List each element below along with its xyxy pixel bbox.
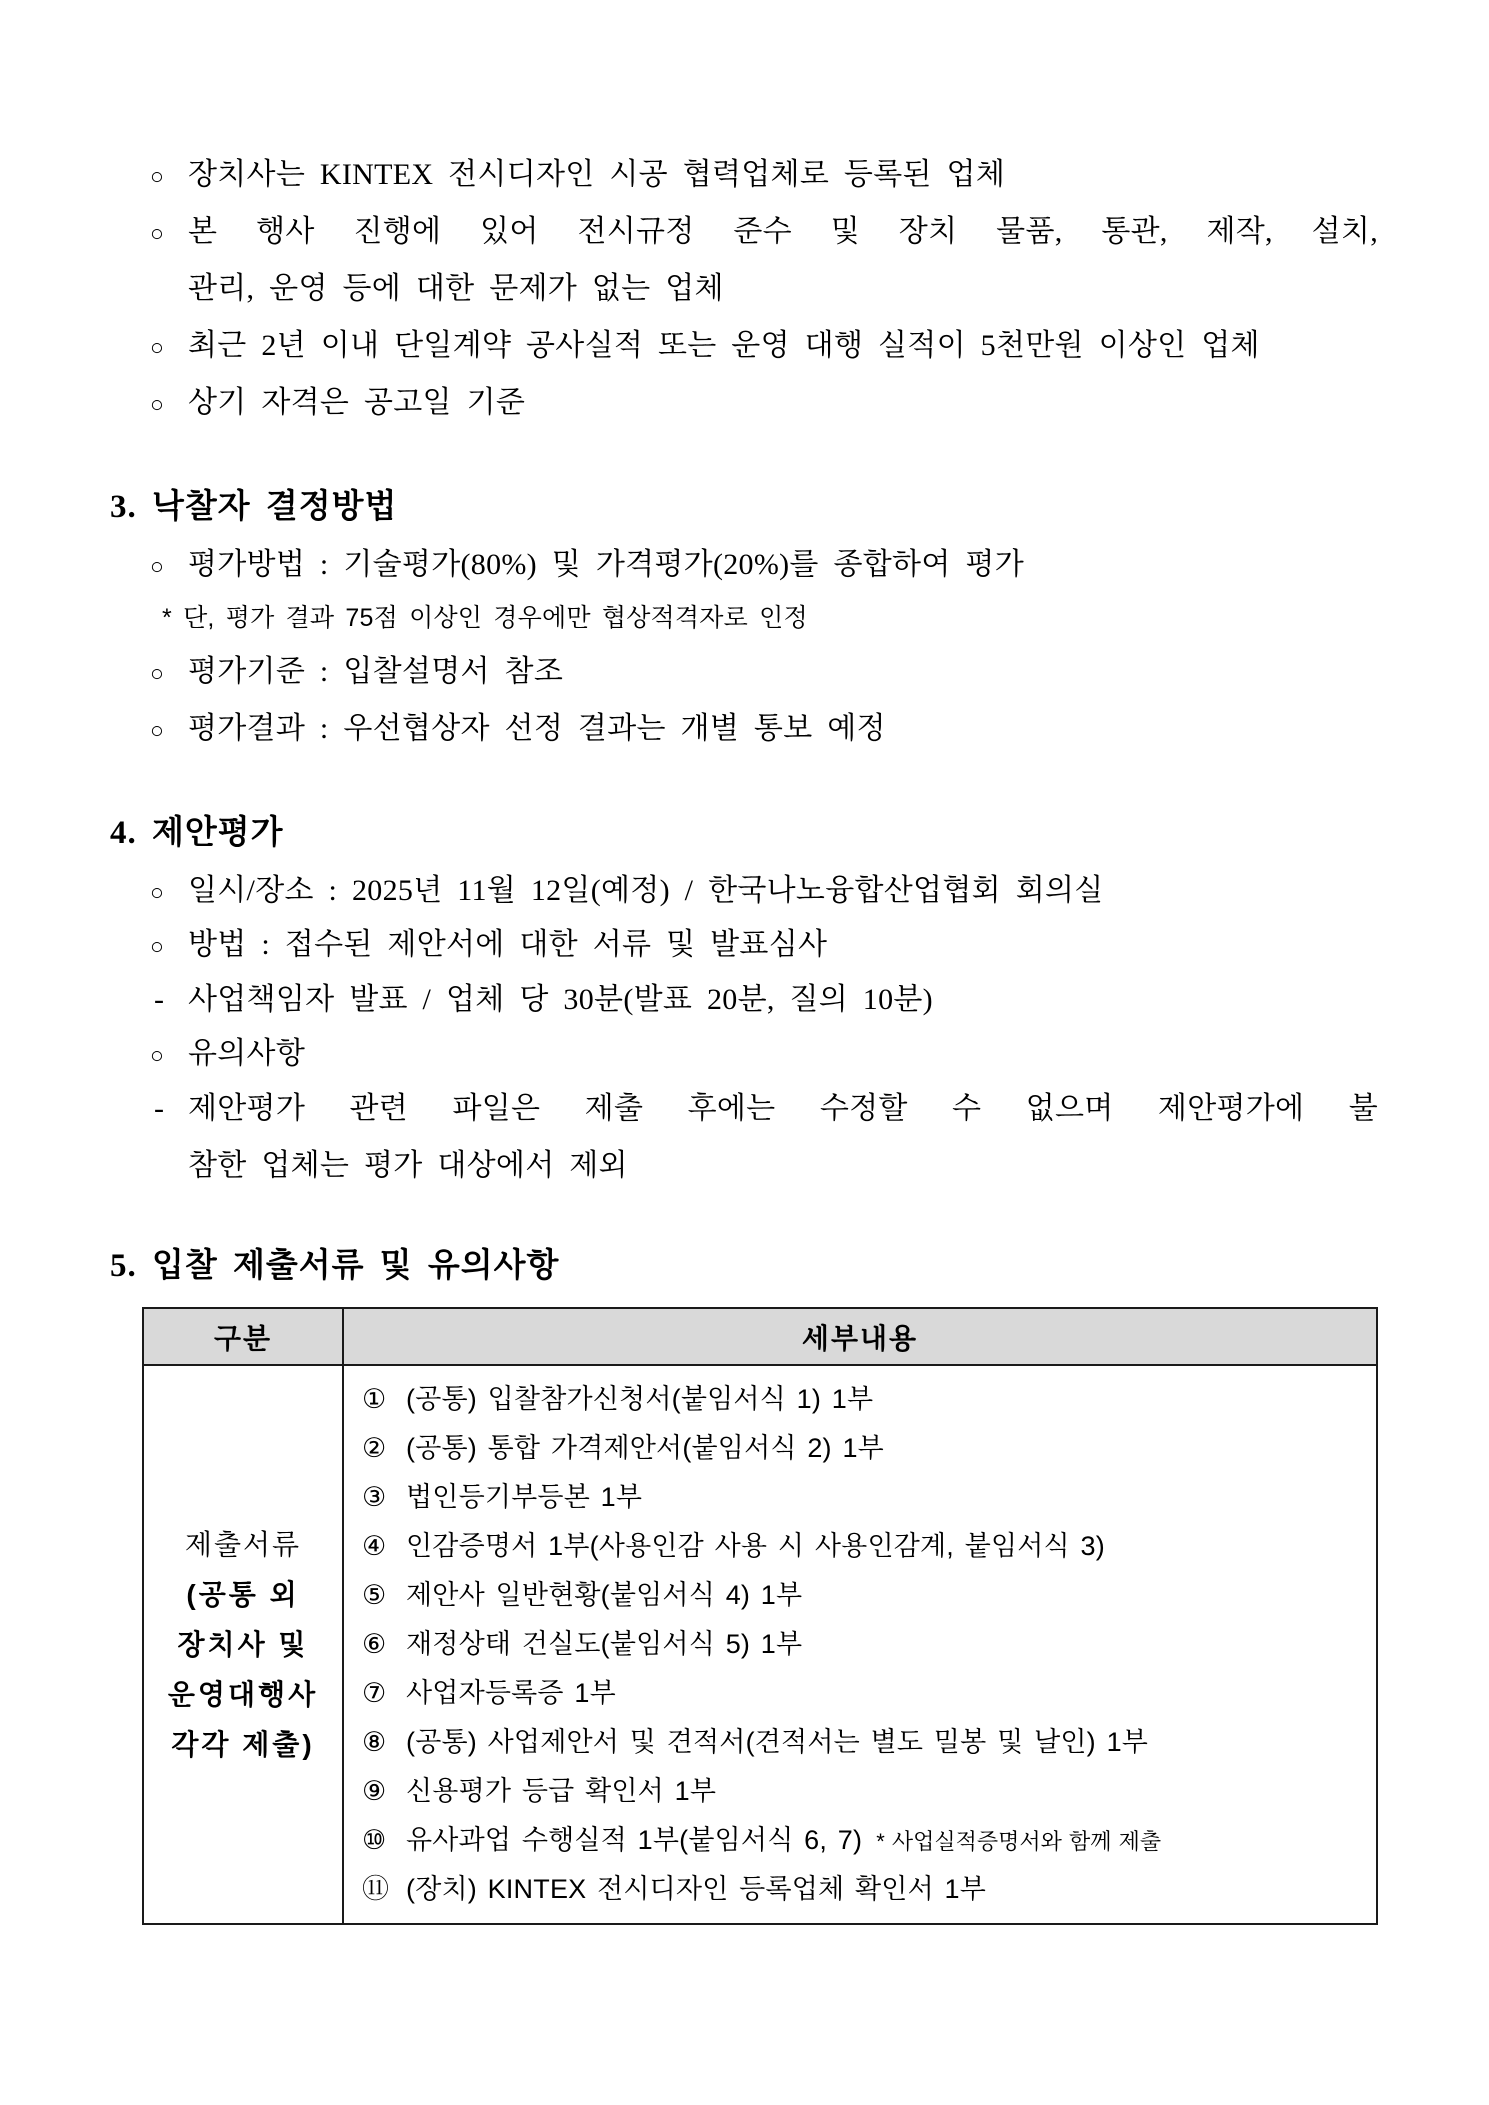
item-text: 법인등기부등본 1부 xyxy=(406,1482,643,1512)
circled-number-icon: ② xyxy=(362,1433,387,1463)
item-text: 인감증명서 1부(사용인감 사용 시 사용인감계, 붙임서식 3) xyxy=(406,1531,1105,1561)
list-item xyxy=(362,1424,1370,1473)
list-item xyxy=(362,1571,1370,1620)
dash-text-continuation xyxy=(110,1137,1380,1194)
circle-bullet-icon: ○ xyxy=(150,392,165,417)
table-row xyxy=(143,1365,1377,1924)
list-item xyxy=(362,1620,1370,1669)
bullet-item xyxy=(110,862,1380,919)
item-text: (공통) 통합 가격제안서(붙임서식 2) 1부 xyxy=(406,1433,884,1463)
category-cell xyxy=(143,1365,343,1924)
list-item xyxy=(362,1865,1370,1914)
section-3-title: 3. 낙찰자 결정방법 xyxy=(110,489,398,525)
item-text: (공통) 입찰참가신청서(붙임서식 1) 1부 xyxy=(406,1384,874,1414)
item-note: * 사업실적증명서와 함께 제출 xyxy=(876,1829,1162,1854)
bullet-item xyxy=(110,643,1380,700)
details-cell xyxy=(343,1365,1377,1924)
circle-bullet-icon: ○ xyxy=(150,554,165,579)
bullet-item xyxy=(110,317,1380,374)
category-line: 제출서류 xyxy=(184,1528,302,1560)
bullet-text: 장치사는 KINTEX 전시디자인 시공 협력업체로 등록된 업체 xyxy=(188,158,1006,191)
document-content xyxy=(110,146,1380,1925)
category-line: 각각 제출) xyxy=(171,1728,315,1760)
circled-number-icon: ⑩ xyxy=(362,1825,387,1855)
item-text: 사업자등록증 1부 xyxy=(406,1678,616,1708)
section-4-title: 4. 제안평가 xyxy=(110,815,284,851)
circle-bullet-icon: ○ xyxy=(150,335,165,360)
bullet-text: 유의사항 xyxy=(188,1037,306,1070)
circled-number-icon: ① xyxy=(362,1384,387,1414)
bullet-text: 평가결과 : 우선협상자 선정 결과는 개별 통보 예정 xyxy=(188,712,886,745)
bullet-text: 상기 자격은 공고일 기준 xyxy=(188,386,526,419)
bullet-item xyxy=(110,700,1380,757)
category-line: (공통 외 xyxy=(186,1578,300,1610)
bullet-text: 평가방법 : 기술평가(80%) 및 가격평가(20%)를 종합하여 평가 xyxy=(188,548,1024,581)
item-text: 신용평가 등급 확인서 1부 xyxy=(406,1776,717,1806)
item-text: 유사과업 수행실적 1부(붙임서식 6, 7) xyxy=(406,1825,863,1855)
bullet-item xyxy=(110,146,1380,203)
circled-number-icon: ⑨ xyxy=(362,1776,387,1806)
category-line: 장치사 및 xyxy=(177,1628,309,1660)
bullet-text-continuation xyxy=(110,260,1380,317)
column-header-details: 세부내용 xyxy=(343,1308,1377,1365)
category-line: 운영대행사 xyxy=(167,1678,319,1710)
bullet-text: 본 행사 진행에 있어 전시규정 준수 및 장치 물품, 통관, 제작, 설치, xyxy=(188,215,1378,248)
list-item xyxy=(362,1522,1370,1571)
footnote-text: * 단, 평가 결과 75점 이상인 경우에만 협상적격자로 인정 xyxy=(162,604,808,632)
bullet-item xyxy=(110,1028,1380,1080)
circled-number-icon: ⑧ xyxy=(362,1727,387,1757)
circled-number-icon: ⑥ xyxy=(362,1629,387,1659)
circle-bullet-icon: ○ xyxy=(150,221,165,246)
dash-text: 제안평가 관련 파일은 제출 후에는 수정할 수 없으며 제안평가에 불 xyxy=(188,1092,1378,1125)
circle-bullet-icon: ○ xyxy=(150,880,165,905)
item-text: 재정상태 건실도(붙임서식 5) 1부 xyxy=(406,1629,803,1659)
bullet-item xyxy=(110,203,1380,260)
item-text: (공통) 사업제안서 및 견적서(견적서는 별도 밀봉 및 날인) 1부 xyxy=(406,1727,1149,1757)
circle-bullet-icon: ○ xyxy=(150,1043,165,1068)
dash-text: 참한 업체는 평가 대상에서 제외 xyxy=(188,1149,628,1182)
bullet-text: 일시/장소 : 2025년 11월 12일(예정) / 한국나노융합산업협회 회의실 xyxy=(188,874,1104,907)
bullet-item xyxy=(110,374,1380,431)
list-item xyxy=(362,1718,1370,1767)
bullet-text: 방법 : 접수된 제안서에 대한 서류 및 발표심사 xyxy=(188,928,828,961)
dash-bullet-icon: - xyxy=(154,983,165,1016)
circled-number-icon: ④ xyxy=(362,1531,387,1561)
bullet-text: 관리, 운영 등에 대한 문제가 없는 업체 xyxy=(188,272,724,305)
bullet-item xyxy=(110,919,1380,971)
circled-number-icon: ⑪ xyxy=(362,1874,390,1904)
section-5-title: 5. 입찰 제출서류 및 유의사항 xyxy=(110,1248,560,1284)
circle-bullet-icon: ○ xyxy=(150,934,165,959)
item-text: 제안사 일반현황(붙임서식 4) 1부 xyxy=(406,1580,803,1610)
dash-item xyxy=(110,971,1380,1028)
column-header-category: 구분 xyxy=(143,1308,343,1365)
bullet-text: 평가기준 : 입찰설명서 참조 xyxy=(188,655,564,688)
circle-bullet-icon: ○ xyxy=(150,164,165,189)
table-header-row xyxy=(143,1308,1377,1365)
circled-number-icon: ⑤ xyxy=(362,1580,387,1610)
circle-bullet-icon: ○ xyxy=(150,718,165,743)
list-item xyxy=(362,1669,1370,1718)
dash-text: 사업책임자 발표 / 업체 당 30분(발표 20분, 질의 10분) xyxy=(188,983,933,1016)
list-item xyxy=(362,1767,1370,1816)
bullet-text: 최근 2년 이내 단일계약 공사실적 또는 운영 대행 실적이 5천만원 이상인 업체 xyxy=(188,329,1260,362)
list-item xyxy=(362,1816,1370,1865)
bullet-item xyxy=(110,536,1380,593)
dash-bullet-icon: - xyxy=(154,1092,165,1125)
item-text: (장치) KINTEX 전시디자인 등록업체 확인서 1부 xyxy=(406,1874,987,1904)
list-item xyxy=(362,1473,1370,1522)
circled-number-icon: ③ xyxy=(362,1482,387,1512)
list-item xyxy=(362,1375,1370,1424)
dash-item xyxy=(110,1080,1380,1137)
circle-bullet-icon: ○ xyxy=(150,661,165,686)
circled-number-icon: ⑦ xyxy=(362,1678,387,1708)
submission-documents-table xyxy=(142,1307,1378,1925)
